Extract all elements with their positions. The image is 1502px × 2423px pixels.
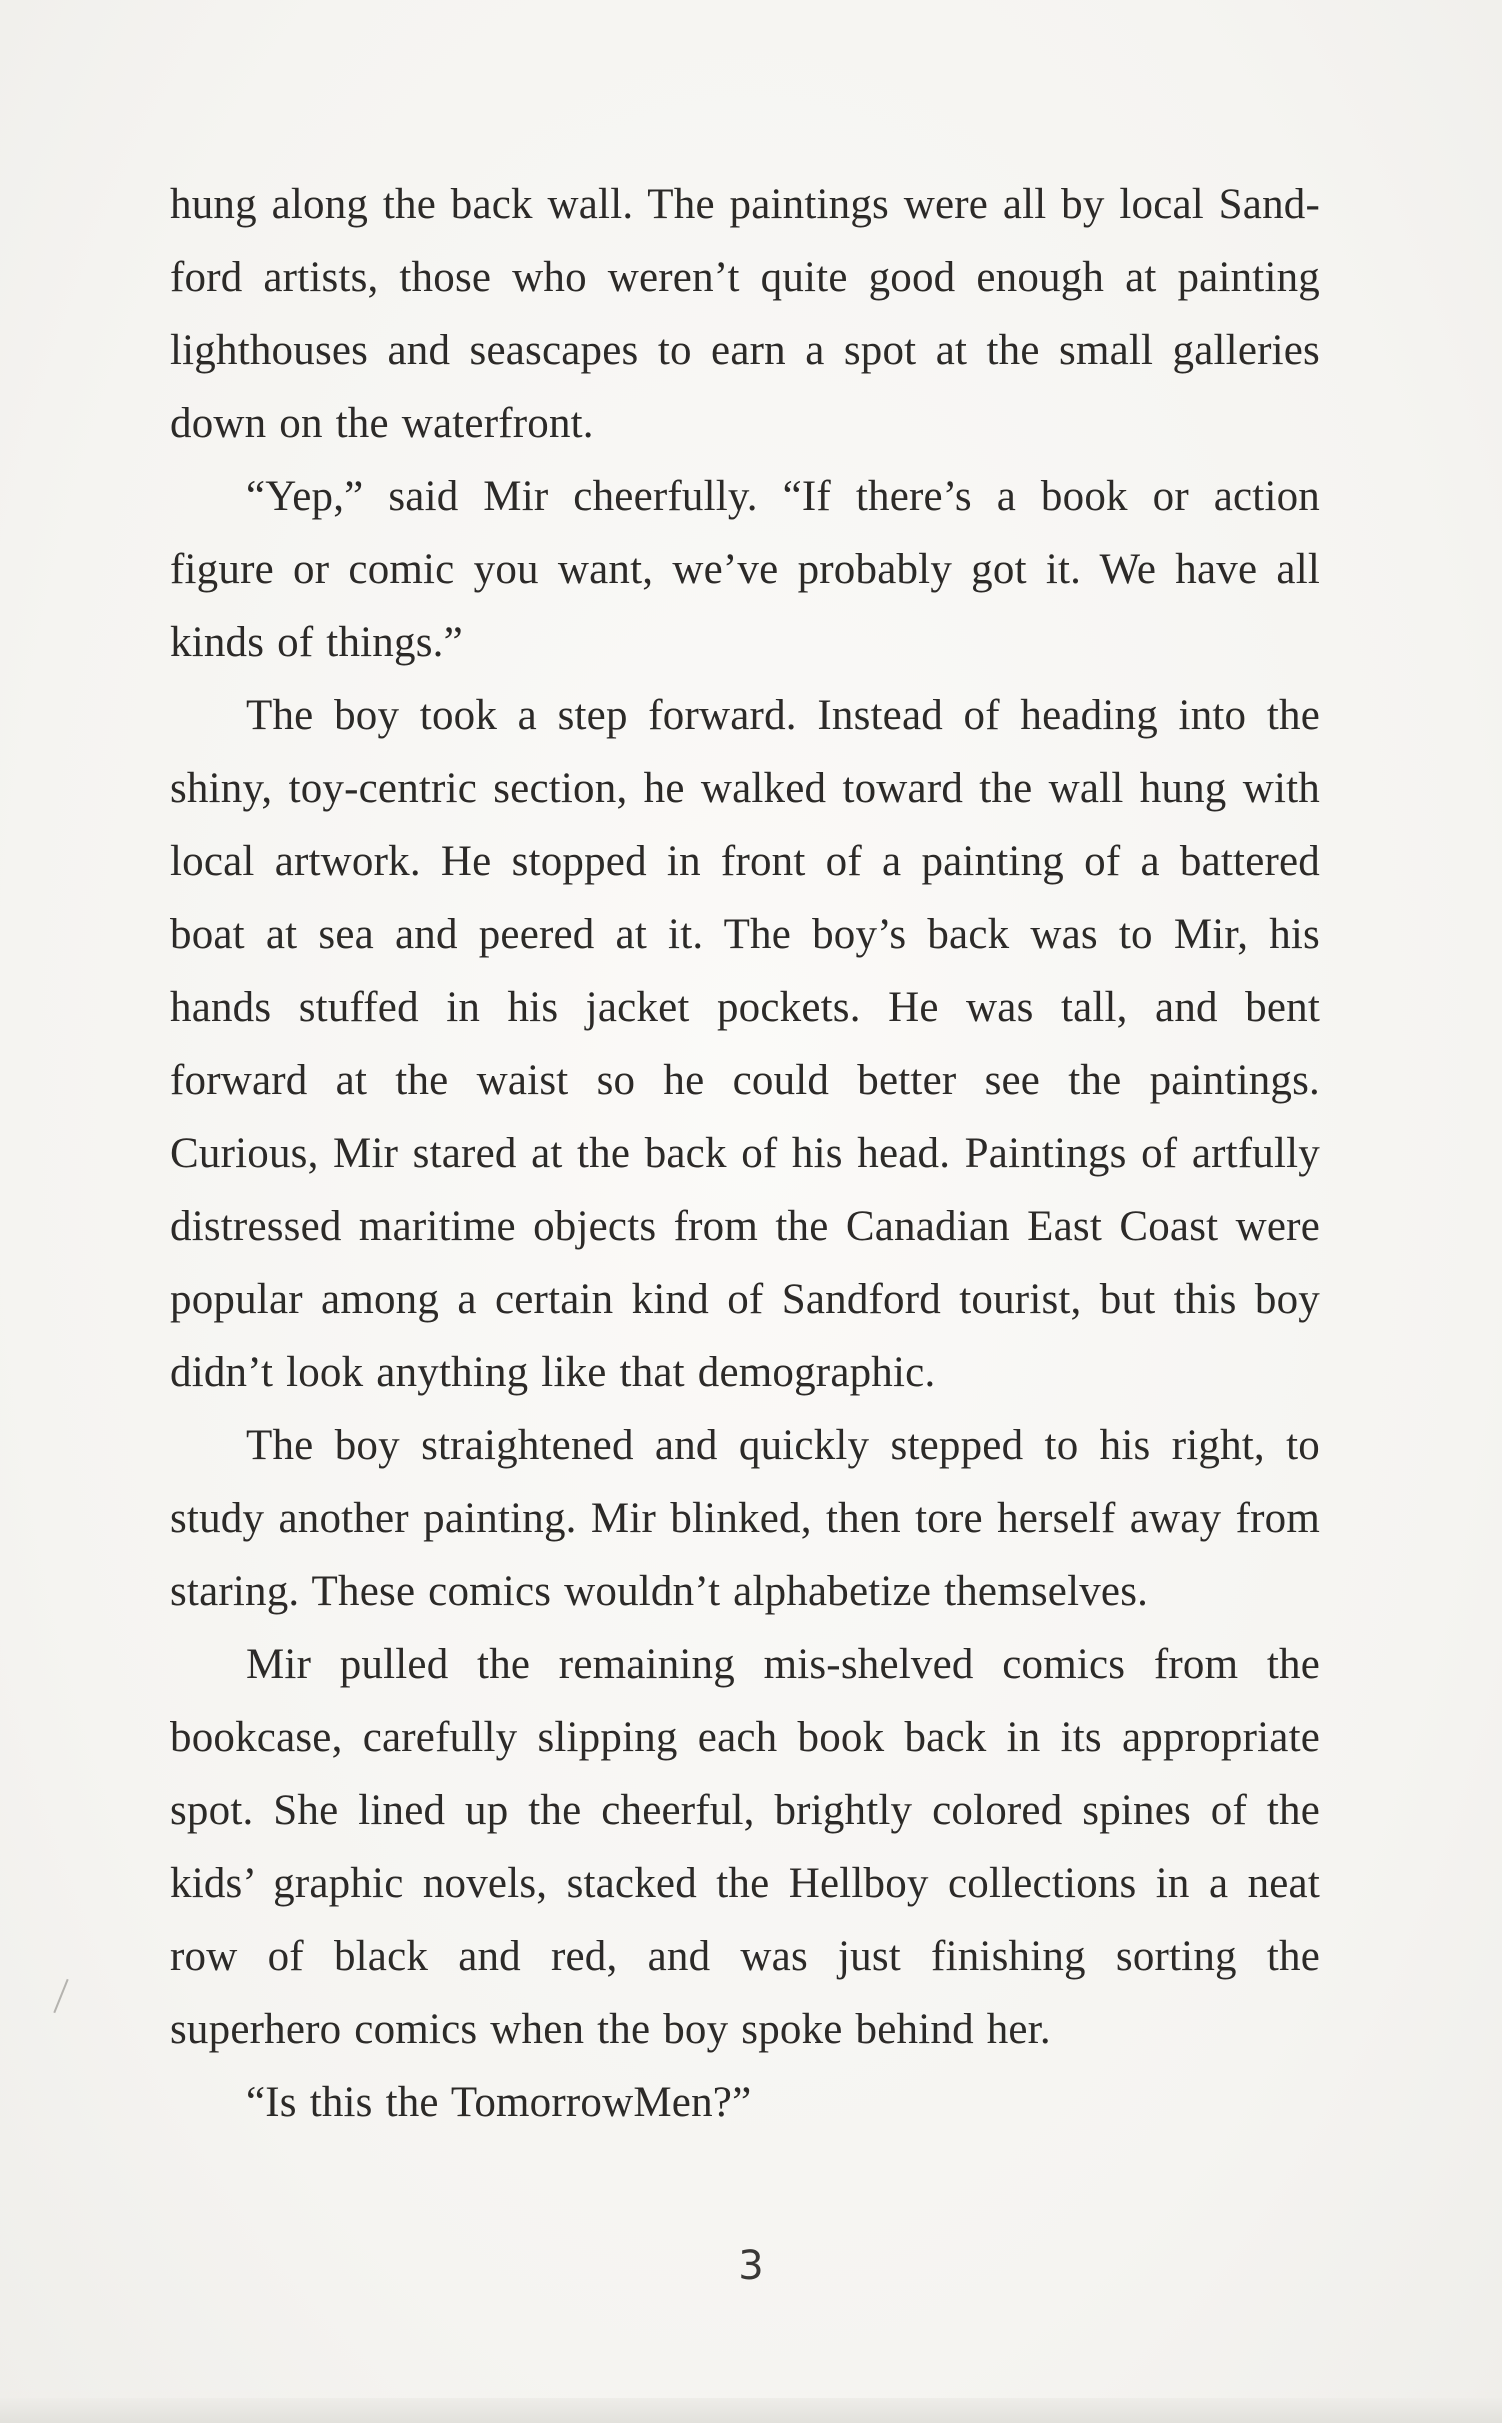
pencil-mark — [53, 1979, 68, 2013]
paragraph-6: “Is this the TomorrowMen?” — [246, 2079, 752, 2126]
page-bottom-edge — [0, 2398, 1502, 2423]
paragraph-1: hung along the back wall. The paintings were all by local Sand-ford artists, those who weren’t quite good enough at painting lighthouses and seascapes to earn a spot at the small galleries down on the waterfront. — [170, 181, 1320, 447]
paragraph-5: Mir pulled the remaining mis-shelved comics from the bookcase, carefully slipping each book back in its appropriate spot. She lined up the cheerful, brightly colored spines of the kids’ graphic novels, stacked the Hellboy collections in a neat row of black and red, and was just finishing sorting the superhero comics when the boy spoke behind her. — [170, 1641, 1320, 2053]
paragraph-4: The boy straightened and quickly stepped to his right, to study another painting. Mir blinked, then tore herself away from staring. These comics wouldn’t alphabetize themselves. — [170, 1422, 1320, 1615]
paragraph-2: “Yep,” said Mir cheerfully. “If there’s a book or action figure or comic you want, we’ve probably got it. We have all kinds of things.” — [170, 473, 1320, 666]
paragraph-3: The boy took a step forward. Instead of heading into the shiny, toy-centric section, he walked toward the wall hung with local artwork. He stopped in front of a painting of a battered boat at sea and peered at it. The boy’s back was to Mir, his hands stuffed in his jacket pockets. He was tall, and bent forward at the waist so he could better see the paintings. Curious, Mir stared at the back of his head. Paintings of artfully distressed maritime objects from the Canadian East Coast were popular among a certain kind of Sandford tourist, but this boy didn’t look anything like that demographic. — [170, 692, 1320, 1396]
page-number: 3 — [738, 2243, 764, 2289]
body-text — [170, 168, 1320, 2139]
